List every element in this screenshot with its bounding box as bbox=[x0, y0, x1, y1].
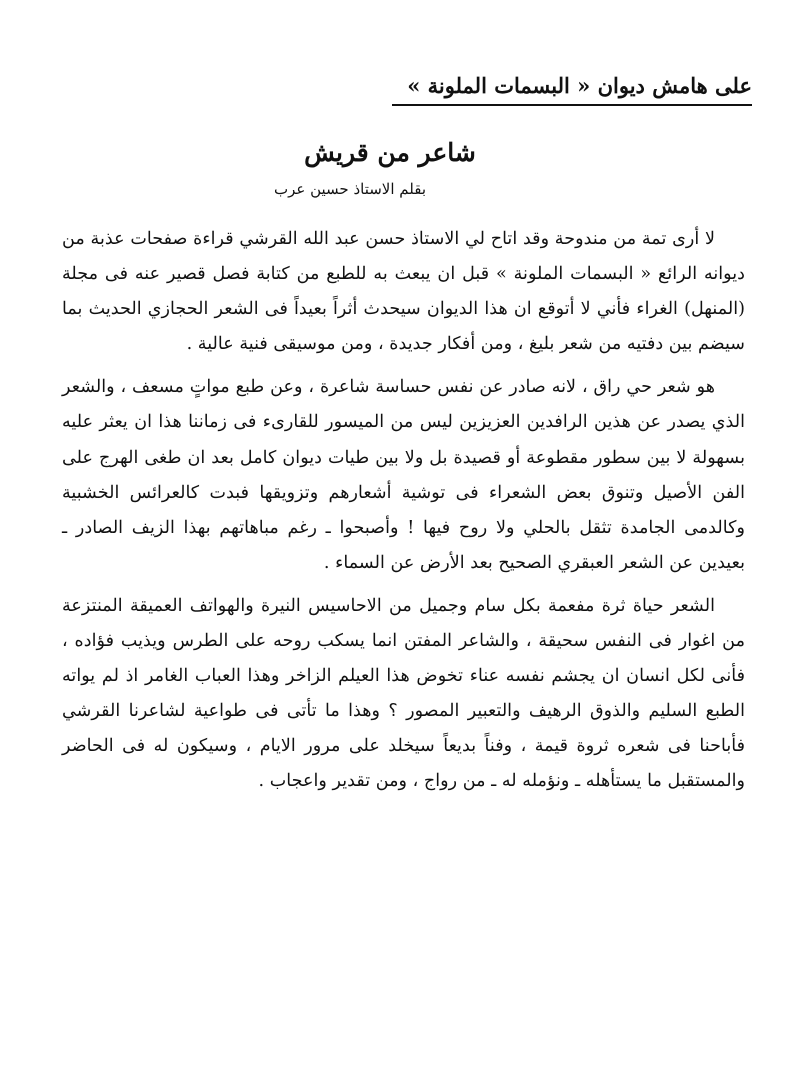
header-rule bbox=[392, 104, 752, 106]
paragraph: الشعر حياة ثرة مفعمة بكل سام وجميل من الاحاسيس النيرة والهواتف العميقة المنتزعة من اغوار فى النفس سحيقة ، والشاعر المفتن انما يسكب روحه على الطرس ويذيب فؤاده ، فأنى لكل انسان ان يجشم نفسه عناء تخوض هذا العيلم الزاخر وهذا العباب الغامر اذ لم يواته الطبع السليم والذوق الرهيف والتعبير المصور ؟ وهذا ما تأتى فى طواعية لشاعرنا القرشي فأباحنا فى شعره ثروة قيمة ، وفناً بديعاً سيخلد على مرور الايام ، وسيكون له فى الحاضر والمستقبل ما يستأهله ـ ونؤمله له ـ من رواج ، ومن تقدير واعجاب . bbox=[62, 595, 745, 792]
article-body bbox=[62, 222, 745, 808]
article-title: شاعر من قريش bbox=[304, 138, 476, 167]
running-head bbox=[392, 62, 752, 106]
running-head-text: على هامش ديوان « البسمات الملونة » bbox=[407, 73, 752, 98]
paragraph: لا أرى تمة من مندوحة وقد اتاح لي الاستاذ حسن عبد الله القرشي قراءة صفحات عذبة من ديوانه الرائع « البسمات الملونة » قبل ان يبعث به للطبع من كتابة فصل قصير عنه فى مجلة (المنهل) الغراء فأني لا أتوقع ان هذا الديوان سيحدث أثراً بعيداً فى الشعر الحجازي الحديث بما سيضم بين دفتيه من شعر بليغ ، ومن أفكار جديدة ، ومن موسيقى فنية عالية . bbox=[62, 229, 745, 355]
author-byline: بقلم الاستاذ حسين عرب bbox=[273, 180, 427, 198]
paragraph: هو شعر حي راق ، لانه صادر عن نفس حساسة شاعرة ، وعن طبع مواتٍ مسعف ، والشعر الذي يصدر عن هذين الرافدين العزيزين ليس من الميسور للقارىء فى زماننا هذا ان يعثر عليه بسهولة لا بين سطور مقطوعة أو قصيدة بل ولا بين طيات ديوان كامل بعد ان طغى الهرج على الفن الأصيل وتنوق بعض الشعراء فى توشية أشعارهم وتزويقها فبدت كالعرائس الخشبية وكالدمى الجامدة تثقل بالحلي ولا روح فيها ! وأصبحوا ـ رغم مباهاتهم بهذا الزيف الصادر ـ بعيدين عن الشعر العبقري الصحيح بعد الأرض عن السماء . bbox=[62, 377, 745, 573]
